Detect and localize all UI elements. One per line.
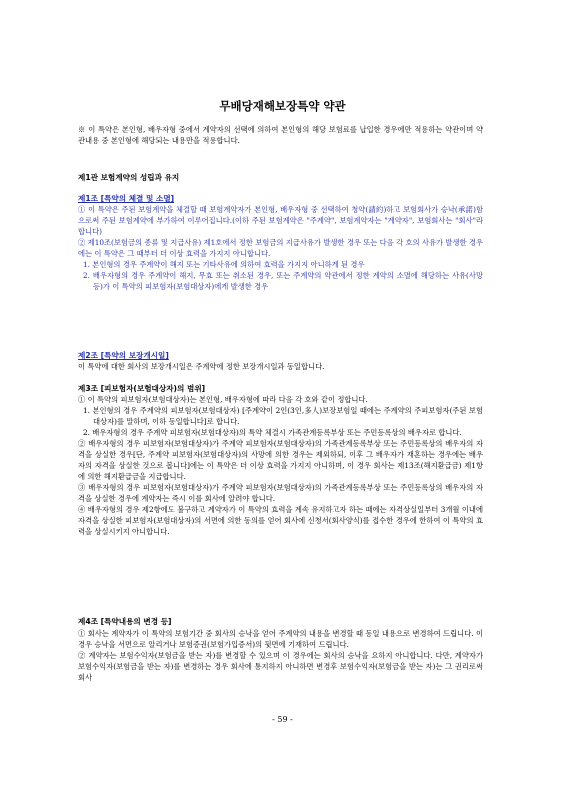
article-3-body bbox=[78, 394, 483, 537]
article-2-heading-text: 제2조 [특약의 보장개시일] bbox=[78, 351, 169, 360]
page-number: - 59 - bbox=[272, 715, 293, 724]
article-1-para-1: ① 이 특약은 주된 보험계약을 체결할 때 보험계약자가 본인형, 배우자형 중 선택하여 청약(請約)하고 보험회사가 승낙(承諾)함으로써 주된 보험계약에 부가하여 이루어집니다.(이하 주된 보험계약은 "주계약", 보험계약자는 "계약자", 보험회사는 "회사"라 합니다) bbox=[78, 205, 483, 236]
article-2-body bbox=[78, 361, 483, 372]
applicability-notice: ※ 이 특약은 본인형, 배우자형 중에서 계약자의 선택에 의하여 본인형의 해당 보험료를 납입한 경우에만 적용하는 약관이며 약관내용 중 본인형에 해당되는 내용만을 적용합니다. bbox=[78, 125, 483, 145]
article-3-para-2: ② 배우자형의 경우 피보험자(보험대상자)가 주계약 피보험자(보험대상자)의 가족관계등록부상 또는 주민등록상의 배우자의 자격을 상실한 경우[단, 주계약 피보험자(보험대상자)의 사망에 의한 경우는 제외하되, 이후 그 배우자가 재혼하는 경우에는 배우자의 자격을 상실한 것으로 봅니다]에는 이 특약은 더 이상 효력을 가지지 아니하며, 이 경우 회사는 제13조(해지환급금) 제1항에 의한 해지환급금을 지급합니다. bbox=[78, 439, 483, 481]
article-1-item-2: 2. 배우자형의 경우 주계약이 해지, 무효 또는 취소된 경우, 또는 주계약의 약관에서 정한 계약의 소멸에 해당하는 사유(사망 등)가 이 특약의 피보험자(보험대상자)에게 발생한 경우 bbox=[83, 271, 483, 291]
article-4-para-2: ② 계약자는 보험수익자(보험금을 받는 자)를 변경할 수 있으며 이 경우에는 회사의 승낙을 요하지 아니합니다. 다만, 계약자가 보험수익자(보험금을 받는 자)를 변경하는 경우 회사에 통지하지 아니하면 변경후 보험수익자(보험금을 받는 자)는 그 권리로써 회사 bbox=[78, 651, 483, 682]
article-3-para-1: ① 이 특약의 피보험자(보험대상자)는 본인형, 배우자형에 따라 다음 각 호와 같이 정합니다. bbox=[78, 395, 368, 404]
article-3-heading: 제3조 [피보험자(보험대상자)의 범위] bbox=[78, 384, 206, 393]
article-1-item-1: 1. 본인형의 경우 주계약이 해지 또는 기타사유에 의하여 효력을 가지지 아니하게 된 경우 bbox=[83, 260, 365, 269]
article-3-item-2: 2. 배우자형의 경우 주계약 피보험자(보험대상자)의 특약 체결시 가족관계등록부상 또는 주민등록상의 배우자로 합니다. bbox=[83, 428, 462, 437]
article-2-heading bbox=[78, 350, 169, 361]
article-4-body bbox=[78, 628, 483, 683]
article-1-body bbox=[78, 204, 483, 292]
article-2-para-1: 이 특약에 대한 회사의 보장개시일은 주계약에 정한 보장개시일과 동일합니다. bbox=[78, 362, 325, 371]
article-3-item-1: 1. 본인형의 경우 주계약의 피보험자(보험대상자) [주계약이 2인(3인,多人)보장보험일 때에는 주계약의 주피보험자(주된 보험대상자)를 말하며, 이하 동일합니다]로 합니다. bbox=[83, 406, 483, 426]
article-1-para-2: ② 제10조(보험금의 종류 및 지급사유) 제1호에서 정한 보험금의 지급사유가 발생한 경우 또는 다음 각 호의 사유가 발생한 경우에는 이 특약은 그 때부터 더 이상 효력을 가지지 아니합니다. bbox=[78, 238, 483, 258]
article-1-heading-text: 제1조 [특약의 체결 및 소멸] bbox=[78, 194, 175, 203]
article-4-para-1: ① 회사는 계약자가 이 특약의 보험기간 중 회사의 승낙을 얻어 주계약의 내용을 변경할 때 동일 내용으로 변경하여 드립니다. 이 경우 승낙을 서면으로 알리거나 보험증권(보험가입증서)의 뒷면에 기재하여 드립니다. bbox=[78, 629, 483, 649]
article-1-heading bbox=[78, 193, 174, 204]
article-3-para-3: ③ 배우자형의 경우 피보험자(보험대상자)가 주계약 피보험자(보험대상자)의 가족관계등록부상 또는 주민등록상의 배우자의 자격을 상실한 경우에 계약자는 즉시 이를 회사에 알려야 합니다. bbox=[78, 483, 483, 503]
chapter-heading: 제1관 보험계약의 성립과 유지 bbox=[78, 173, 180, 182]
document-title: 무배당재해보장특약 약관 bbox=[219, 99, 346, 113]
article-4-heading: 제4조 [특약내용의 변경 등] bbox=[78, 617, 172, 626]
article-3-para-4: ④ 배우자형의 경우 제2항에도 불구하고 계약자가 이 특약의 효력을 계속 유지하고자 하는 때에는 자격상실일부터 3개월 이내에 자격을 상실한 피보험자(보험대상자)의 서면에 의한 동의를 얻어 회사에 신청서(회사양식)를 접수한 경우에 한하여 이 특약의 효력을 상실시키지 아니합니다. bbox=[78, 505, 484, 536]
